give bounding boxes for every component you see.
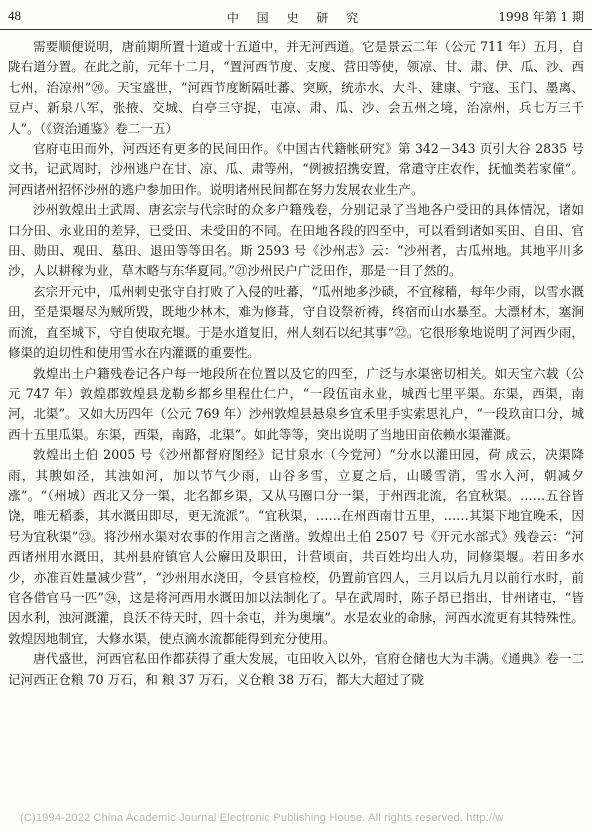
issue-label: 1998 年第 1 期	[498, 10, 584, 24]
page-number: 48	[8, 8, 21, 23]
paragraph: 敦煌出土户籍残卷记各户每一地段所在位置以及它的四至，广泛与水渠密切相关。如天宝六载（公元 747 年）敦煌郡敦煌县龙勒乡都乡里程仕仁户，“一段伍亩永业，城西七里平渠。东渠，西渠，南河，北渠”。又如大历四年（公元 769 年）沙州敦煌县悬泉乡宜禾里手实索思礼户，“一段玖亩口分，城西十五里瓜渠。东渠，西渠，南路，北渠”。如此等等，突出说明了当地田亩依赖水渠灌溉。	[8, 365, 584, 442]
paragraph: 敦煌出土伯 2005 号《沙州都督府图经》记甘泉水（今党河）“分水以灌田园，荷 成云，决渠降雨，其腴如泾，其浊如河，加以节气少雨，山谷多雪，立夏之后，山暖雪消，雪水入河，朝减夕涨”。“（州城）西北又分一渠，北名都乡渠，又从马圈口分一渠，于州西北流，名宜秋渠。……五谷皆饶，唯无稻黍，其水溉田即尽，更无流派”。“宜秋渠，……在州西南廿五里，……其渠下地宜晚禾，因号为宜秋渠”㉓。将沙州水渠对农事的作用言之凿凿。敦煌出土伯 2507 号《开元水部式》残卷云：“河西诸州用水溉田，其州县府镇官人公廨田及职田，计营顷亩，共百姓均出人功，同修渠堰。若田多水少，亦准百姓量减少营”，“沙州用水浇田，令县官检校，仍置前官四人，三月以后九月以前行水时，前官各借官马一匹”㉔，这是将河西用水溉田加以法制化了。早在武周时，陈子昂已指出，甘州诸屯，“皆因水利，浊河溉灌，良沃不待天时，四十余屯，并为奥壤”。水是农业的命脉，河西水流更有其特殊性。敦煌因地制宜，大修水渠，使点滴水流都能得到充分使用。	[8, 447, 584, 646]
copyright-watermark: (C)1994-2022 China Academic Journal Electronic Publishing House. All rights reserved. http://w	[20, 812, 504, 824]
paragraph: 沙州敦煌出土武周、唐玄宗与代宗时的众多户籍残卷，分别记录了当地各户受田的具体情况，诸如口分田、永业田的差异，已受田、未受田的不同。在田地各段的四至中，可以看到诸如买田、自田、官田、勋田、观田、墓田、退田等等田名。斯 2593 号《沙州志》云：“沙州者，古瓜州地。其地平川多沙，人以耕稼为业，草木略与东华夏同。”㉑沙州民户广泛田作，那是一目了然的。	[8, 202, 584, 279]
paragraph: 官府屯田而外，河西还有更多的民间田作。《中国古代籍帐研究》第 342－343 页引大谷 2835 号文书，记武周时，沙州逃户在甘、凉、瓜、肃等州，“例被招携安置，常遣守庄农作，抚恤类若家僮”。河西诸州招怀沙州的逃户参加田作。说明诸州民间都在努力发展农业生产。	[8, 141, 584, 197]
paragraph: 需要顺便说明，唐前期所置十道或十五道中，并无河西道。它是景云二年（公元 711 年）五月，自陇右道分置。在此之前，元年十二月，“置河西节度、支度、营田等使，领凉、甘、肃、伊、瓜、沙、西七州，治凉州”⑳。天宝盛世，“河西节度断隔吐蕃、突厥，统赤水、大斗、建康、宁寇、玉门、墨离、豆卢、新泉八军，张掖、交城、白亭三守捉，屯凉、肃、瓜、沙、会五州之境，治凉州，兵七万三千人”。（《资治通鉴》卷二一五）	[8, 39, 584, 136]
page-header	[0, 6, 592, 30]
article-body	[8, 37, 584, 827]
paragraph: 唐代盛世，河西官私田作都获得了重大发展，屯田收入以外，官府仓储也大为丰满。《通典》卷一二记河西正仓粮 70 万石，和 粮 37 万石，义仓粮 38 万石，都大大超过了陇	[8, 651, 584, 687]
paragraph: 玄宗开元中，瓜州刺史张守自打败了入侵的吐蕃，“瓜州地多沙碛，不宜稼穑，每年少雨，以雪水溉田，至是渠堰尽为贼所毁，既地少林木，难为修葺，守自设祭祈祷，终宿而山水暴至。大漂材木，塞涧而流，直至城下，守自使取充堰。于是水道复旧，州人刻石以纪其事”㉒。它很形象地说明了河西少雨，修渠的迫切性和使用雪水在内灌溉的重要性。	[8, 283, 584, 361]
journal-title: 中 国 史 研 究	[226, 11, 366, 25]
header-rule	[0, 29, 592, 30]
